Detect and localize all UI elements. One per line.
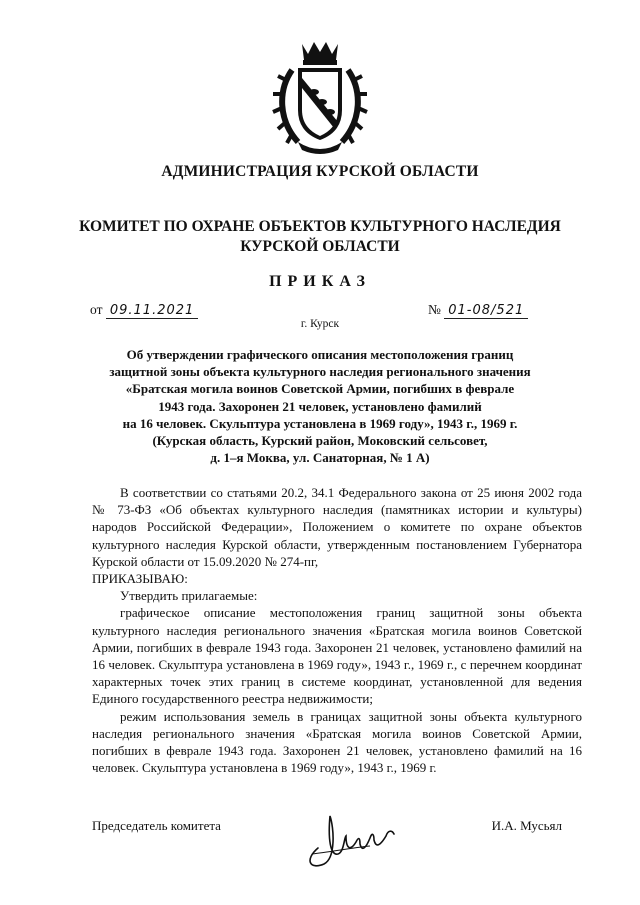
preamble-paragraph: В соответствии со статьями 20.2, 34.1 Федерального закона от 25 июня 2002 года № 73-ФЗ «Об объектах культурного наследия (памятниках истории и культуры) народов Российской Федерации», Положением о комитете по охране объектов культурного наследия Курской области, утвержденным постановлением Губернатора Курской области от 15.09.2020 № 274-пг,	[92, 485, 582, 569]
document-type: ПРИКАЗ	[269, 273, 371, 290]
title-line: защитной зоны объекта культурного наследия регионального значения	[109, 364, 531, 380]
date-prefix: от	[90, 302, 103, 317]
order-title	[60, 346, 580, 466]
title-line: «Братская могила воинов Советской Армии, погибших в феврале	[125, 381, 515, 397]
kursk-coat-of-arms-icon	[272, 40, 368, 156]
handwritten-signature	[300, 808, 400, 870]
title-line: на 16 человек. Скульптура установлена в 1969 году», 1943 г., 1969 г.	[122, 415, 518, 431]
order-word: ПРИКАЗЫВАЮ:	[92, 571, 188, 587]
date-value: 09.11.2021	[106, 303, 198, 319]
graphic-description-paragraph: графическое описание местоположения границ защитной зоны объекта культурного наследия регионального значения «Братская могила воинов Советской Армии, погибших в феврале 1943 года. Захоронен 21 человек, установлено фамилий на 16 человек. Скульптура установлена в 1969 году», 1943 г., 1969 г., с перечнем координат характерных точек этих границ в системе координат, установленной для ведения Единого государственного реестра недвижимости;	[92, 605, 582, 707]
number-value: 01-08/521	[444, 303, 528, 319]
signatory-position: Председатель комитета	[92, 818, 221, 833]
committee-heading-line1: КОМИТЕТ ПО ОХРАНЕ ОБЪЕКТОВ КУЛЬТУРНОГО НАСЛЕДИЯ	[79, 218, 561, 235]
title-line: Об утверждении графического описания местоположения границ	[126, 347, 514, 362]
administration-heading: АДМИНИСТРАЦИЯ КУРСКОЙ ОБЛАСТИ	[161, 163, 479, 180]
approve-paragraph: Утвердить прилагаемые:	[120, 588, 258, 604]
land-use-regime-paragraph: режим использования земель в границах защитной зоны объекта культурного наследия регионального значения «Братская могила воинов Советской Армии, погибших в феврале 1943 года. Захоронен 21 человек, установлено фамилий на 16 человек. Скульптура установлена в 1969 году», 1943 г., 1969 г.	[92, 708, 582, 776]
number-prefix: №	[428, 302, 441, 317]
title-line: (Курская область, Курский район, Моковский сельсовет,	[152, 433, 488, 449]
title-line: д. 1–я Моква, ул. Санаторная, № 1 А)	[210, 450, 430, 466]
signatory-name: И.А. Мусьял	[491, 818, 562, 833]
order-number	[428, 302, 528, 318]
order-date	[90, 302, 198, 318]
order-body	[92, 484, 582, 776]
committee-heading	[0, 217, 640, 257]
committee-heading-line2: КУРСКОЙ ОБЛАСТИ	[240, 238, 400, 255]
city: г. Курск	[300, 318, 340, 330]
title-line: 1943 года. Захоронен 21 человек, установлено фамилий	[158, 398, 482, 414]
